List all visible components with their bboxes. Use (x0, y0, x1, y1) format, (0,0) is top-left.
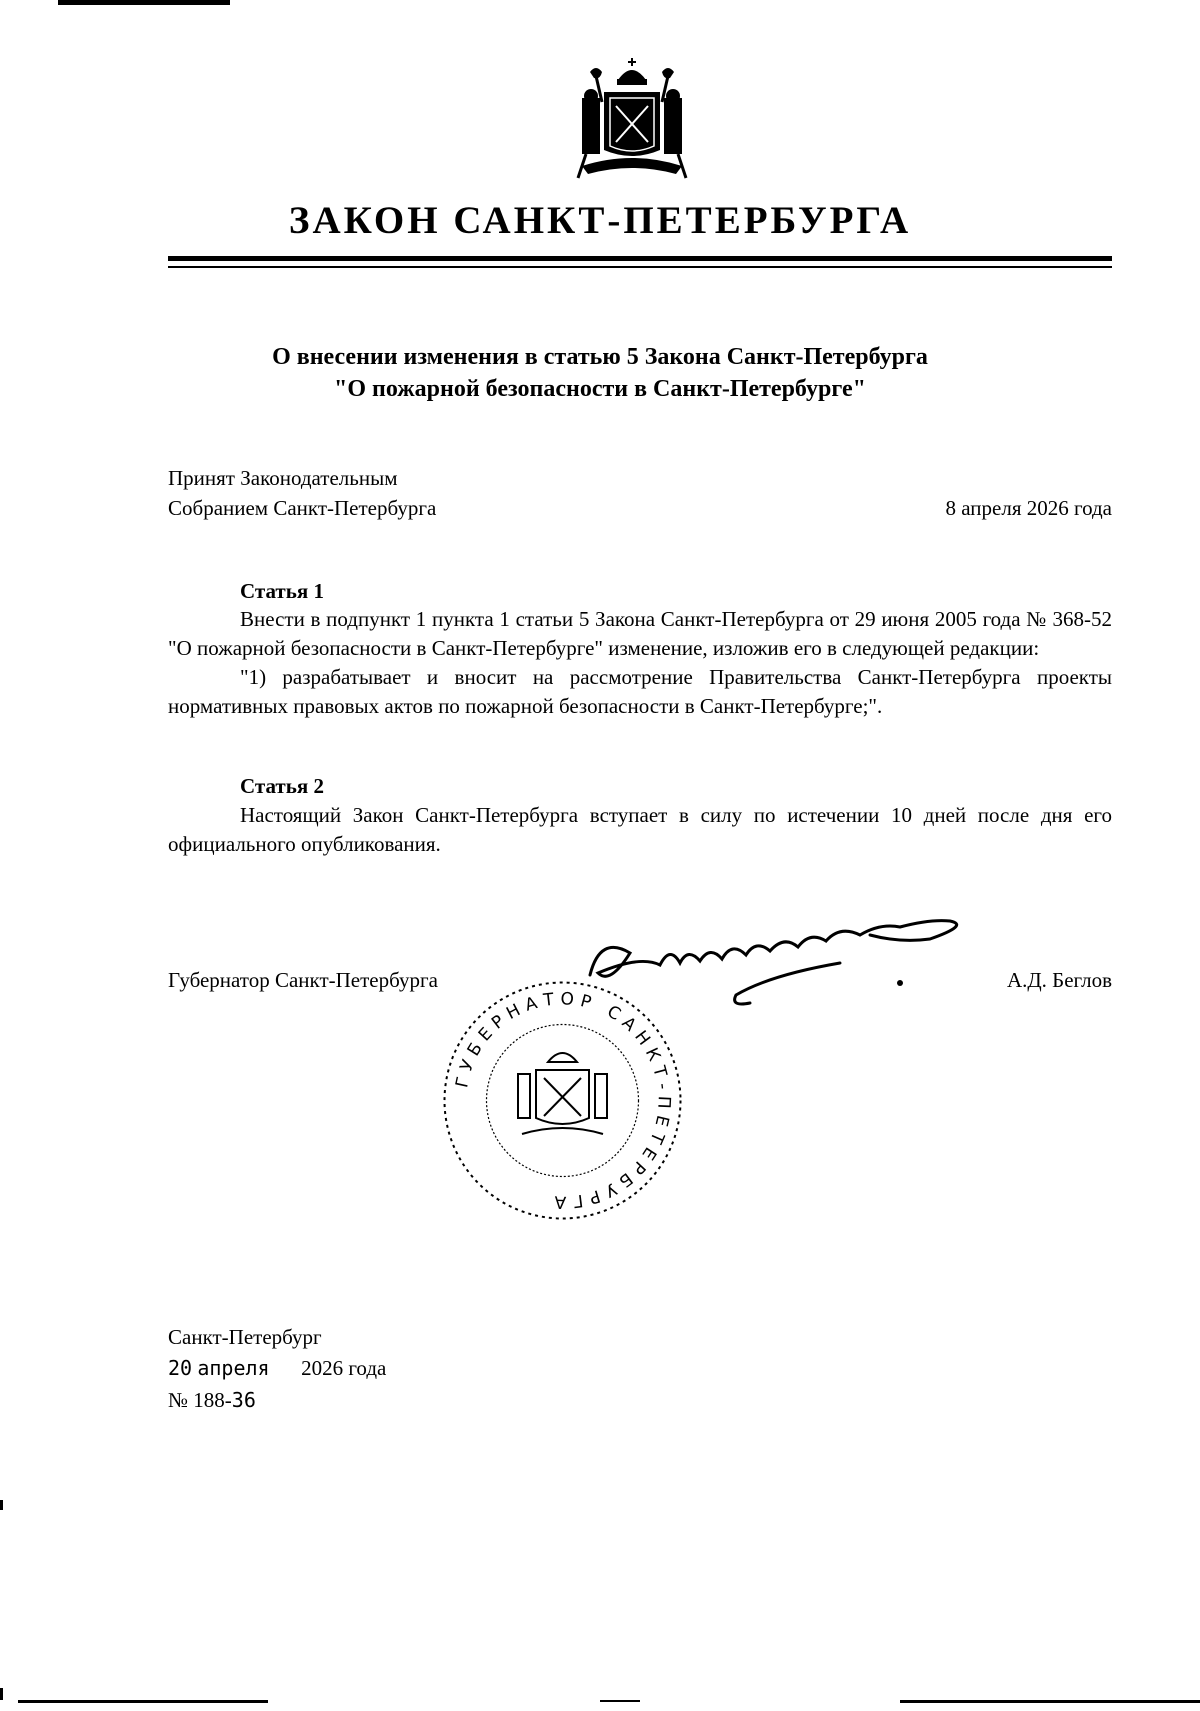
adoption-line: Принят Законодательным (168, 466, 398, 490)
scan-edge-mark (0, 1500, 3, 1510)
article-1-text (168, 605, 1112, 721)
law-subject (0, 341, 1200, 405)
law-title: ЗАКОН САНКТ-ПЕТЕРБУРГА (288, 199, 912, 242)
adoption-line: Собранием Санкт-Петербурга (168, 496, 437, 520)
governor-position: Губернатор Санкт-Петербурга (168, 968, 438, 992)
governor-name: А.Д. Беглов (1006, 968, 1112, 992)
adoption-statement (168, 463, 436, 523)
signing-year: 2026 года (301, 1356, 387, 1380)
signing-place: Санкт-Петербург (168, 1325, 322, 1349)
title-rule-thick (168, 256, 1112, 261)
svg-text:ГУБЕРНАТОР САНКТ-ПЕТЕРБУРГА (452, 989, 674, 1212)
signing-month: апреля (197, 1356, 270, 1380)
scan-top-edge-line (58, 0, 230, 5)
article-1-paragraph: "1) разрабатывает и вносит на рассмотрение Правительства Санкт-Петербурга проекты нормативных правовых актов по пожарной безопасности в Санкт-Петербурге;". (168, 665, 1112, 718)
adoption-date: 8 апреля 2026 года (945, 496, 1112, 520)
article-1-title: Статья 1 (240, 579, 324, 603)
subject-line: "О пожарной безопасности в Санкт-Петербурге" (334, 376, 866, 402)
st-petersburg-coat-of-arms-icon (572, 58, 692, 183)
law-number-value: 36 (231, 1388, 256, 1412)
subject-line: О внесении изменения в статью 5 Закона Санкт-Петербурга (272, 344, 928, 370)
signing-day: 20 (168, 1356, 193, 1380)
law-number-prefix: № 188- (168, 1388, 232, 1412)
governor-seal-stamp-icon (440, 978, 685, 1223)
article-2-title: Статья 2 (240, 774, 324, 798)
scan-edge-mark (0, 1688, 3, 1700)
stamp-text: ГУБЕРНАТОР САНКТ-ПЕТЕРБУРГА (452, 989, 674, 1212)
article-1-paragraph: Внести в подпункт 1 пункта 1 статьи 5 Закона Санкт-Петербурга от 29 июня 2005 года № 368-52 "О пожарной безопасности в Санкт-Петербурге" изменение, изложив его в следующей редакции: (168, 607, 1112, 660)
scan-bottom-edge-line (0, 1700, 1200, 1704)
title-rule-thin (168, 266, 1112, 268)
law-number (168, 1385, 256, 1415)
signing-date (168, 1353, 386, 1383)
article-2-paragraph: Настоящий Закон Санкт-Петербурга вступает в силу по истечении 10 дней после дня его официального опубликования. (168, 803, 1112, 856)
article-2-text (168, 801, 1112, 859)
